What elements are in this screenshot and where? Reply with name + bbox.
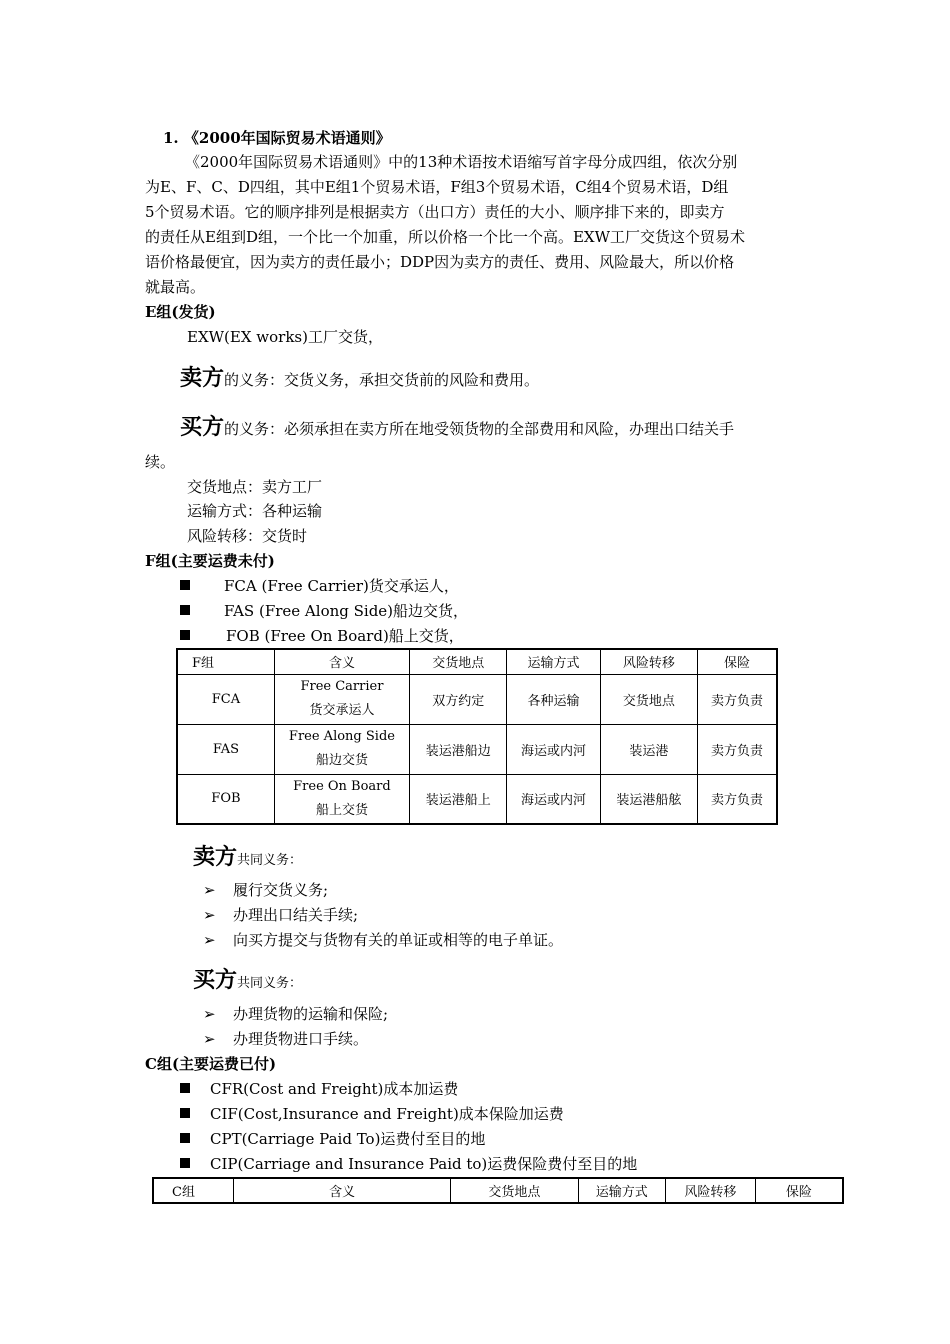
- square-bullet-icon: [180, 1133, 190, 1143]
- table-header-row: [177, 649, 777, 674]
- table-cell: 各种运输: [507, 674, 600, 724]
- seller-common-text: 共同义务：: [237, 853, 303, 868]
- fgroup-title: F组(主要运费未付): [145, 552, 275, 570]
- table-cell: 交货地点: [600, 674, 697, 724]
- square-bullet-icon: [180, 605, 190, 615]
- table-cell: Free On Board 船上交货: [274, 774, 409, 824]
- fgroup-buyer-common: [193, 966, 302, 998]
- table-cell: 装运港船舷: [600, 774, 697, 824]
- table-row: [177, 674, 777, 724]
- delivery-place: 交货地点：卖方工厂: [187, 478, 323, 496]
- table-cell: 装运港: [600, 724, 697, 774]
- table-header-cell: 含义: [274, 649, 409, 674]
- arrow-bullet-icon: ➢: [203, 906, 216, 924]
- egroup-buyer-duty: [180, 413, 734, 443]
- table-cell: 装运港船上: [410, 774, 507, 824]
- cgroup-item-cfr: CFR(Cost and Freight)成本加运费: [180, 1079, 458, 1099]
- table-header-cell: 风险转移: [665, 1178, 755, 1203]
- table-cell: 卖方负责: [698, 724, 777, 774]
- table-header-cell: 含义: [234, 1178, 451, 1203]
- table-row: [177, 774, 777, 824]
- seller-duty-text: 的义务：交货义务，承担交货前的风险和费用。: [224, 371, 540, 389]
- fgroup-seller-common: [193, 843, 302, 875]
- table-header-cell: 运输方式: [507, 649, 600, 674]
- intro-paragraph: [145, 150, 745, 300]
- arrow-bullet-icon: ➢: [203, 1030, 216, 1048]
- arrow-bullet-icon: ➢: [203, 881, 216, 899]
- table-cell: FAS: [177, 724, 274, 774]
- fgroup-item-fca: FCA (Free Carrier)货交承运人，: [180, 576, 459, 596]
- table-header-cell: F组: [177, 649, 274, 674]
- square-bullet-icon: [180, 630, 190, 640]
- table-header-cell: 交货地点: [410, 649, 507, 674]
- table-cell: 卖方负责: [698, 774, 777, 824]
- intro-line-3: 5个贸易术语。它的顺序排列是根据卖方（出口方）责任的大小、顺序排下来的，即卖方: [145, 203, 725, 221]
- section-title: 1. 《2000年国际贸易术语通则》: [163, 129, 391, 147]
- table-cell: 海运或内河: [507, 724, 600, 774]
- table-cell: 卖方负责: [698, 674, 777, 724]
- table-header-row: [153, 1178, 843, 1203]
- buyer-item: ➢ 办理货物进口手续。: [203, 1030, 369, 1048]
- buyer-label: 买方: [180, 414, 225, 440]
- transport-mode: 运输方式：各种运输: [187, 502, 323, 520]
- buyer-common-text: 共同义务：: [237, 976, 303, 991]
- square-bullet-icon: [180, 1083, 190, 1093]
- table-header-cell: 交货地点: [451, 1178, 579, 1203]
- intro-line-6: 就最高。: [145, 278, 206, 296]
- seller-label: 卖方: [193, 844, 238, 870]
- fgroup-item-fas: FAS (Free Along Side)船边交货，: [180, 601, 468, 621]
- seller-item: ➢ 办理出口结关手续;: [203, 906, 359, 924]
- square-bullet-icon: [180, 1158, 190, 1168]
- square-bullet-icon: [180, 580, 190, 590]
- fgroup-table: [176, 648, 778, 825]
- cgroup-title: C组(主要运费已付): [145, 1055, 277, 1073]
- table-cell: FCA: [177, 674, 274, 724]
- intro-line-4: 的责任从E组到D组，一个比一个加重，所以价格一个比一个高。EXW工厂交货这个贸易术: [145, 228, 746, 246]
- table-cell: Free Carrier 货交承运人: [274, 674, 409, 724]
- buyer-duty-text: 的义务：必须承担在卖方所在地受领货物的全部费用和风险，办理出口结关手: [224, 420, 735, 438]
- buyer-item: ➢ 办理货物的运输和保险;: [203, 1005, 389, 1023]
- table-cell: 双方约定: [410, 674, 507, 724]
- table-cell: 装运港船边: [410, 724, 507, 774]
- seller-item: ➢ 向买方提交与货物有关的单证或相等的电子单证。: [203, 931, 564, 949]
- seller-item: ➢ 履行交货义务;: [203, 881, 329, 899]
- intro-line-5: 语价格最便宜，因为卖方的责任最小；DDP因为卖方的责任、费用、风险最大，所以价格: [145, 253, 735, 271]
- risk-transfer: 风险转移：交货时: [187, 527, 308, 545]
- table-row: [177, 724, 777, 774]
- table-cell: Free Along Side 船边交货: [274, 724, 409, 774]
- egroup-title: E组(发货): [145, 303, 216, 321]
- cgroup-table: [152, 1177, 844, 1204]
- table-header-cell: 保险: [755, 1178, 843, 1203]
- table-header-cell: 保险: [698, 649, 777, 674]
- exw-term: EXW(EX works)工厂交货，: [187, 328, 383, 346]
- table-header-cell: 运输方式: [578, 1178, 665, 1203]
- table-header-cell: C组: [153, 1178, 234, 1203]
- buyer-duty-text-cont: 续。: [145, 453, 176, 471]
- buyer-label: 买方: [193, 967, 238, 993]
- seller-label: 卖方: [180, 365, 225, 391]
- egroup-seller-duty: [180, 364, 539, 394]
- arrow-bullet-icon: ➢: [203, 1005, 216, 1023]
- cgroup-item-cif: CIF(Cost,Insurance and Freight)成本保险加运费: [180, 1104, 564, 1124]
- fgroup-item-fob: FOB (Free On Board)船上交货，: [180, 626, 464, 646]
- arrow-bullet-icon: ➢: [203, 931, 216, 949]
- table-header-cell: 风险转移: [600, 649, 697, 674]
- cgroup-item-cip: CIP(Carriage and Insurance Paid to)运费保险费付至目的地: [180, 1154, 637, 1174]
- intro-line-2: 为E、F、C、D四组，其中E组1个贸易术语，F组3个贸易术语，C组4个贸易术语，D组: [145, 178, 729, 196]
- intro-line-1: 《2000年国际贸易术语通则》中的13种术语按术语缩写首字母分成四组，依次分别: [185, 153, 738, 171]
- cgroup-item-cpt: CPT(Carriage Paid To)运费付至目的地: [180, 1129, 485, 1149]
- square-bullet-icon: [180, 1108, 190, 1118]
- table-cell: 海运或内河: [507, 774, 600, 824]
- table-cell: FOB: [177, 774, 274, 824]
